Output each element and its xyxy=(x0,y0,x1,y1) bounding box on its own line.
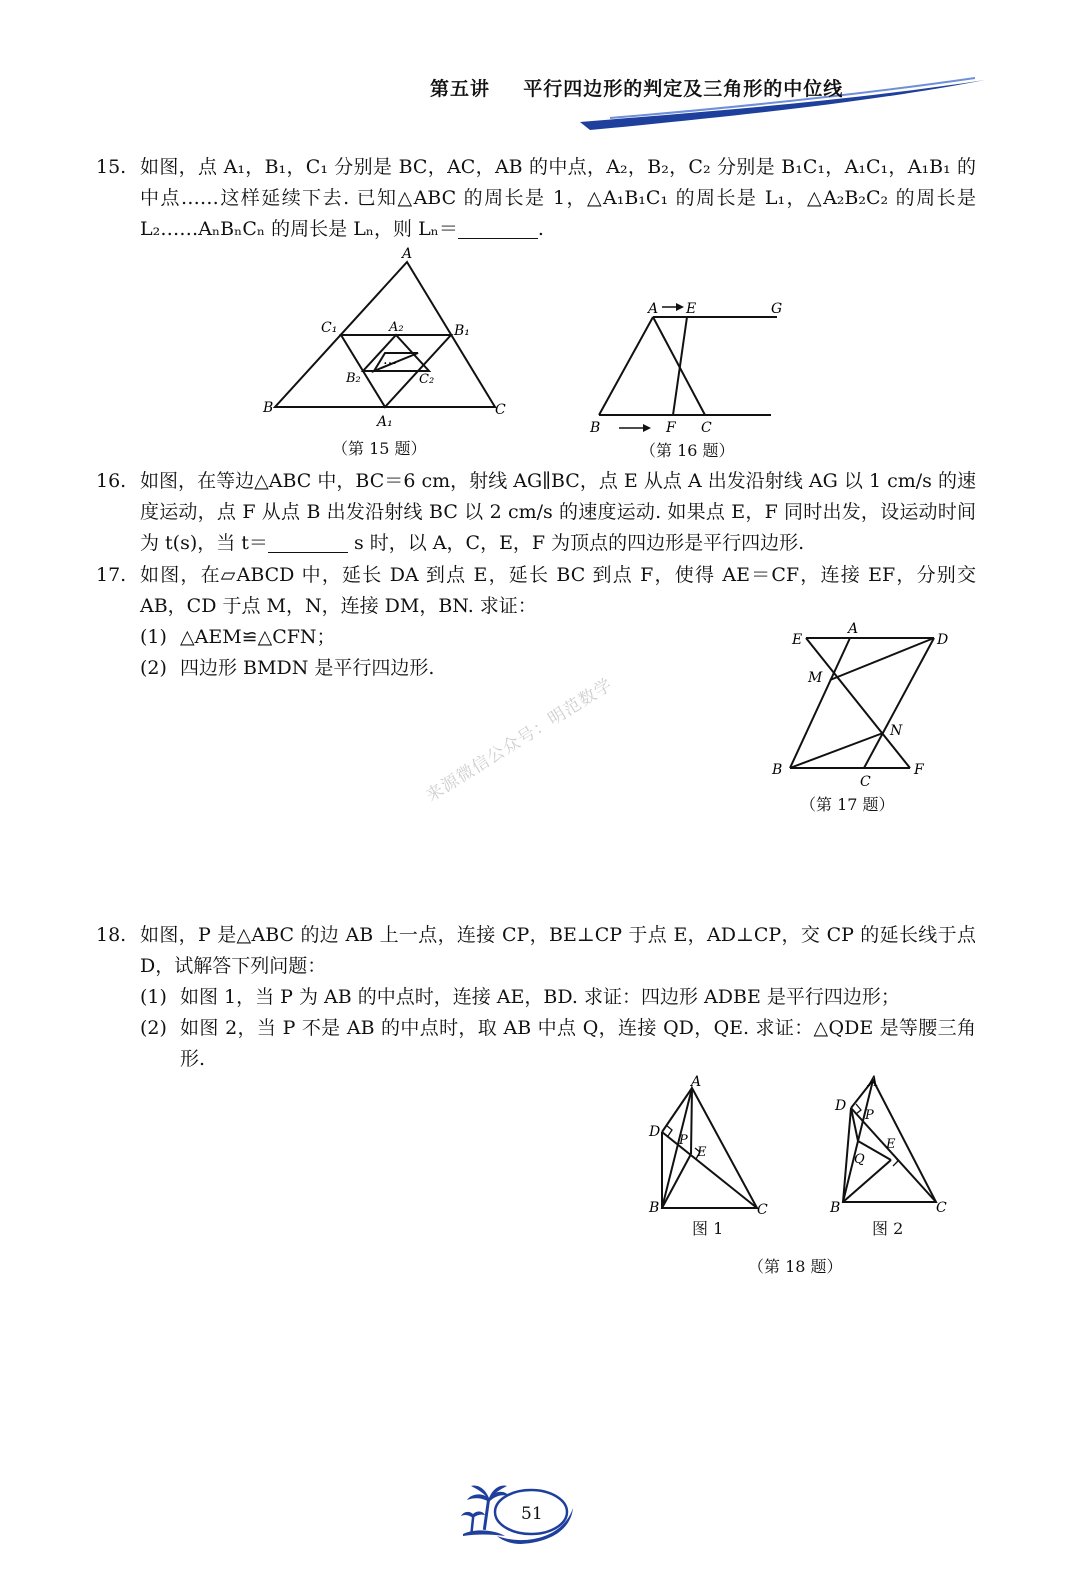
fig17-label-c: C xyxy=(860,774,871,788)
sub-question-2: (2) 四边形 BMDN 是平行四边形. xyxy=(140,657,435,679)
lecture-title: 平行四边形的判定及三角形的中位线 xyxy=(523,78,844,100)
figure-18-sub1-caption: 图 1 xyxy=(692,1219,724,1238)
answer-blank[interactable] xyxy=(458,216,538,239)
fig18a-label-c: C xyxy=(757,1202,768,1218)
fig15-ellipsis: … xyxy=(383,352,397,368)
figure-18-diagram-2 xyxy=(826,1070,956,1220)
problem-16 xyxy=(96,466,976,559)
lecture-label: 第五讲 xyxy=(430,78,491,100)
fig17-label-a: A xyxy=(848,621,859,637)
fig15-label-a: A xyxy=(402,246,413,262)
fig15-label-b1: B₁ xyxy=(454,323,470,339)
fig15-label-c: C xyxy=(495,402,506,418)
fig17-label-m: M xyxy=(808,670,823,686)
fig17-label-e: E xyxy=(792,632,803,648)
watermark-text: 来源微信公众号：明范数学 xyxy=(422,674,617,807)
fig18a-label-b: B xyxy=(649,1200,660,1216)
fig18a-label-p: P xyxy=(679,1133,688,1148)
figure-15-triangles xyxy=(255,242,525,438)
fig15-label-b2: B₂ xyxy=(346,371,361,386)
fig18b-label-b: B xyxy=(830,1200,841,1216)
fig16-label-f: F xyxy=(666,420,676,436)
fig18b-label-c: C xyxy=(936,1200,947,1216)
figure-18-caption: （第 18 题） xyxy=(748,1257,843,1276)
fig18a-label-e: E xyxy=(697,1145,707,1160)
fig18a-label-d: D xyxy=(649,1124,661,1140)
fig16-label-c: C xyxy=(701,420,712,436)
page-footer xyxy=(455,1478,595,1548)
fig15-label-b: B xyxy=(263,400,274,416)
figure-17-parallelogram xyxy=(762,618,962,788)
fig15-label-a1: A₁ xyxy=(377,414,393,430)
problem-number: 16. xyxy=(96,470,127,492)
fig16-label-a: A xyxy=(648,301,659,317)
page-header xyxy=(430,64,990,134)
header-title xyxy=(430,74,843,101)
figure-18-diagram-1 xyxy=(645,1070,775,1220)
problem-18 xyxy=(96,920,976,1075)
fig15-label-c1: C₁ xyxy=(321,320,338,336)
figure-16-caption: （第 16 题） xyxy=(640,441,735,460)
fig17-label-b: B xyxy=(772,762,783,778)
fig16-label-e: E xyxy=(686,301,697,317)
problem-number: 15. xyxy=(96,156,127,178)
figure-18-sub2-caption: 图 2 xyxy=(872,1219,904,1238)
sub-question-1: (1) 如图 1，当 P 为 AB 的中点时，连接 AE，BD. 求证：四边形 ADBE 是平行四边形； xyxy=(140,986,900,1008)
problem-text: 如图，P 是△ABC 的边 AB 上一点，连接 CP，BE⊥CP 于点 E，AD⊥CP，交 CP 的延长线于点 D，试解答下列问题： xyxy=(140,924,976,977)
figure-16-parallel-rays xyxy=(585,295,795,440)
figure-17-caption: （第 17 题） xyxy=(800,795,895,814)
problem-number: 17. xyxy=(96,564,127,586)
problem-text: 如图，在等边△ABC 中，BC＝6 cm，射线 AG∥BC，点 E 从点 A 出发沿射线 AG 以 1 cm/s 的速度运动，点 F 从点 B 出发沿射线 BC 以 2 cm/s 的速度运动. 如果点 E，F 同时出发，设运动时间为 t(s)，当 t＝ s 时，以 A，C，E，F 为顶点的四边形是平行四边形. xyxy=(140,470,976,554)
fig18b-label-a: A xyxy=(868,1074,879,1090)
problem-15 xyxy=(96,152,976,245)
fig17-label-d: D xyxy=(937,632,949,648)
page-number: 51 xyxy=(521,1504,543,1524)
fig18a-label-a: A xyxy=(691,1074,702,1090)
problem-number: 18. xyxy=(96,924,127,946)
problem-text: 如图，点 A₁，B₁，C₁ 分别是 BC，AC，AB 的中点，A₂，B₂，C₂ 分别是 B₁C₁，A₁C₁，A₁B₁ 的中点……这样延续下去. 已知△ABC 的周长是 1，△A₁B₁C₁ 的周长是 L₁，△A₂B₂C₂ 的周长是 L₂……AₙBₙCₙ 的周长是 Lₙ，则 Lₙ＝ . xyxy=(140,156,976,240)
fig16-label-g: G xyxy=(771,301,783,317)
figure-15-caption: （第 15 题） xyxy=(332,439,427,458)
fig15-label-a2: A₂ xyxy=(389,320,404,335)
fig17-label-f: F xyxy=(914,762,924,778)
fig18b-label-e: E xyxy=(886,1137,896,1152)
fig18b-label-d: D xyxy=(835,1098,847,1114)
fig18b-label-q: Q xyxy=(854,1152,865,1167)
problem-text: 如图，在▱ABCD 中，延长 DA 到点 E，延长 BC 到点 F，使得 AE＝CF，连接 EF，分别交 AB，CD 于点 M，N，连接 DM，BN. 求证： xyxy=(140,564,976,617)
fig16-label-b: B xyxy=(590,420,601,436)
fig17-label-n: N xyxy=(890,723,903,739)
sub-question-2: (2) 如图 2，当 P 不是 AB 的中点时，取 AB 中点 Q，连接 QD，QE. 求证：△QDE 是等腰三角形. xyxy=(140,1017,976,1070)
fig18b-label-p: P xyxy=(865,1108,874,1123)
answer-blank[interactable] xyxy=(268,530,348,553)
sub-question-1: (1) △AEM≌△CFN； xyxy=(140,626,336,648)
fig15-label-c2: C₂ xyxy=(419,372,435,387)
